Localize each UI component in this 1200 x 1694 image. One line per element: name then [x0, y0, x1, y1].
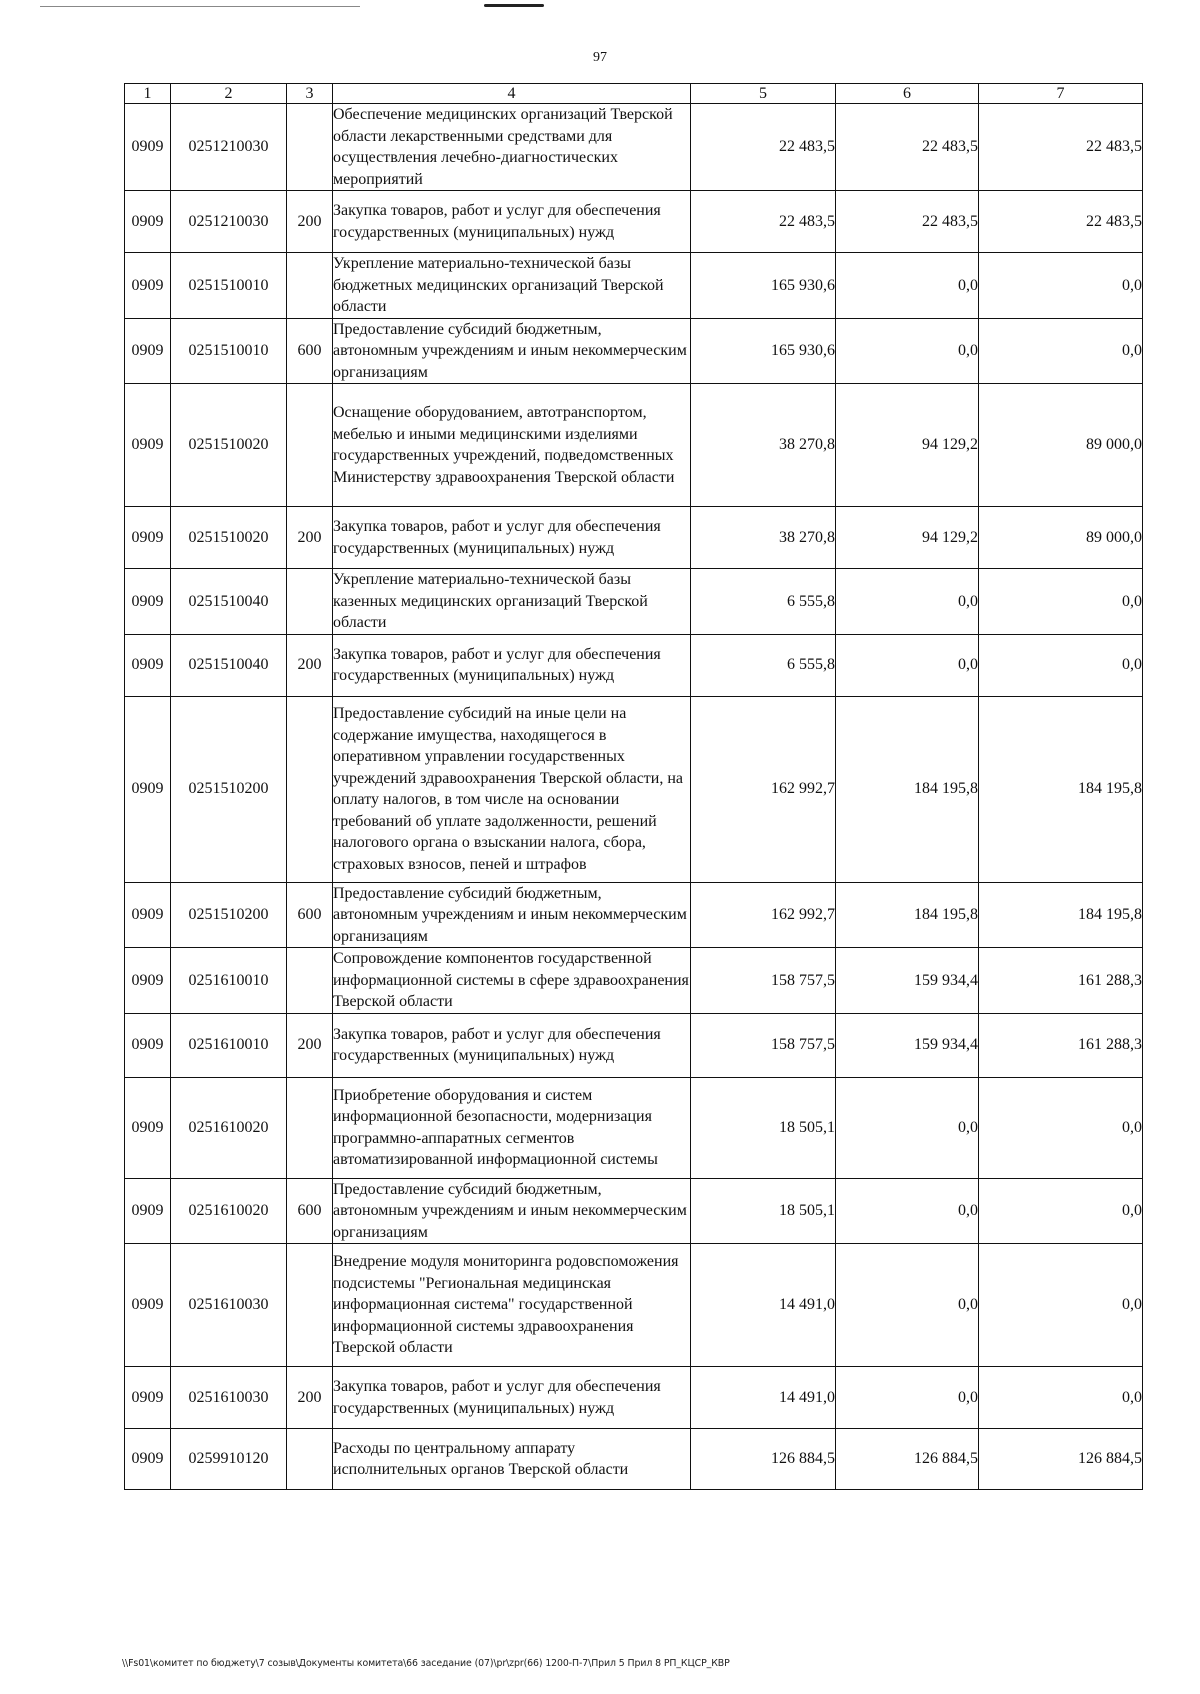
- section-code-cell: 0909: [125, 948, 171, 1014]
- expense-type-cell: [287, 696, 333, 882]
- table-row: [125, 882, 1143, 948]
- amount-col5-cell: 22 483,5: [691, 191, 836, 253]
- target-code-cell: 0251510200: [171, 882, 287, 948]
- expense-type-cell: 600: [287, 882, 333, 948]
- table-row: [125, 1077, 1143, 1178]
- description-cell: Внедрение модуля мониторинга родовспоможения подсистемы "Региональная медицинская информационная система" государственной информационной системы здравоохранения Тверской области: [333, 1244, 691, 1367]
- expense-type-cell: 600: [287, 1178, 333, 1244]
- expense-type-cell: [287, 104, 333, 191]
- table-row: [125, 696, 1143, 882]
- expense-type-cell: 200: [287, 1367, 333, 1429]
- amount-col6-cell: 184 195,8: [836, 882, 979, 948]
- expense-type-cell: 600: [287, 318, 333, 384]
- section-code-cell: 0909: [125, 882, 171, 948]
- description-cell: Сопровождение компонентов государственной информационной системы в сфере здравоохранения Тверской области: [333, 948, 691, 1014]
- section-code-cell: 0909: [125, 1178, 171, 1244]
- table-row: [125, 1244, 1143, 1367]
- amount-col6-cell: 94 129,2: [836, 507, 979, 569]
- description-cell: Предоставление субсидий на иные цели на содержание имущества, находящегося в оперативном управлении государственных учреждений здравоохранения Тверской области, на оплату налогов, в том числе на основании требований об уплате задолженности, решений налогового органа о взыскании налога, сбора, страховых взносов, пеней и штрафов: [333, 696, 691, 882]
- section-code-cell: 0909: [125, 696, 171, 882]
- amount-col6-cell: 0,0: [836, 569, 979, 635]
- description-cell: Укрепление материально-технической базы казенных медицинских организаций Тверской области: [333, 569, 691, 635]
- table-row: [125, 507, 1143, 569]
- amount-col6-cell: 126 884,5: [836, 1429, 979, 1490]
- amount-col6-cell: 94 129,2: [836, 384, 979, 507]
- amount-col6-cell: 0,0: [836, 1077, 979, 1178]
- amount-col5-cell: 18 505,1: [691, 1077, 836, 1178]
- description-cell: Предоставление субсидий бюджетным, автономным учреждениям и иным некоммерческим организациям: [333, 1178, 691, 1244]
- page-number: 97: [593, 50, 607, 65]
- section-code-cell: 0909: [125, 569, 171, 635]
- description-cell: Закупка товаров, работ и услуг для обеспечения государственных (муниципальных) нужд: [333, 1013, 691, 1077]
- target-code-cell: 0251610020: [171, 1077, 287, 1178]
- amount-col5-cell: 126 884,5: [691, 1429, 836, 1490]
- amount-col7-cell: 0,0: [979, 1367, 1143, 1429]
- budget-table: [124, 83, 1143, 1490]
- expense-type-cell: [287, 384, 333, 507]
- target-code-cell: 0251610010: [171, 948, 287, 1014]
- target-code-cell: 0251610030: [171, 1244, 287, 1367]
- section-code-cell: 0909: [125, 191, 171, 253]
- target-code-cell: 0251210030: [171, 191, 287, 253]
- amount-col6-cell: 22 483,5: [836, 104, 979, 191]
- expense-type-cell: [287, 253, 333, 319]
- amount-col5-cell: 162 992,7: [691, 696, 836, 882]
- table-row: [125, 634, 1143, 696]
- table-body: [125, 104, 1143, 1490]
- expense-type-cell: 200: [287, 634, 333, 696]
- description-cell: Расходы по центральному аппарату исполнительных органов Тверской области: [333, 1429, 691, 1490]
- section-code-cell: 0909: [125, 1367, 171, 1429]
- section-code-cell: 0909: [125, 1244, 171, 1367]
- amount-col6-cell: 0,0: [836, 634, 979, 696]
- amount-col5-cell: 6 555,8: [691, 634, 836, 696]
- amount-col5-cell: 14 491,0: [691, 1367, 836, 1429]
- amount-col7-cell: 0,0: [979, 634, 1143, 696]
- expense-type-cell: [287, 948, 333, 1014]
- description-cell: Оснащение оборудованием, автотранспортом, мебелью и иными медицинскими изделиями государственных учреждений, подведомственных Министерству здравоохранения Тверской области: [333, 384, 691, 507]
- table-row: [125, 318, 1143, 384]
- expense-type-cell: [287, 1429, 333, 1490]
- table-row: [125, 1367, 1143, 1429]
- description-cell: Обеспечение медицинских организаций Тверской области лекарственными средствами для осуществления лечебно-диагностических мероприятий: [333, 104, 691, 191]
- expense-type-cell: 200: [287, 1013, 333, 1077]
- table-row: [125, 1013, 1143, 1077]
- amount-col5-cell: 38 270,8: [691, 384, 836, 507]
- amount-col7-cell: 0,0: [979, 1178, 1143, 1244]
- header-col-5: 5: [691, 84, 836, 104]
- section-code-cell: 0909: [125, 318, 171, 384]
- target-code-cell: 0251510040: [171, 569, 287, 635]
- target-code-cell: 0251510200: [171, 696, 287, 882]
- description-cell: Предоставление субсидий бюджетным, автономным учреждениям и иным некоммерческим организациям: [333, 882, 691, 948]
- amount-col6-cell: 0,0: [836, 1367, 979, 1429]
- section-code-cell: 0909: [125, 253, 171, 319]
- section-code-cell: 0909: [125, 104, 171, 191]
- amount-col5-cell: 158 757,5: [691, 948, 836, 1014]
- header-col-3: 3: [287, 84, 333, 104]
- amount-col5-cell: 162 992,7: [691, 882, 836, 948]
- footer-file-path: \\Fs01\комитет по бюджету\7 созыв\Документы комитета\66 заседание (07)\pr\zpr(66) 1200-П-7\Прил 5 Прил 8 РП_КЦСР_КВР: [122, 1658, 730, 1669]
- amount-col5-cell: 38 270,8: [691, 507, 836, 569]
- amount-col6-cell: 184 195,8: [836, 696, 979, 882]
- amount-col6-cell: 0,0: [836, 1178, 979, 1244]
- description-cell: Приобретение оборудования и систем информационной безопасности, модернизация программно-аппаратных сегментов автоматизированной информационной системы: [333, 1077, 691, 1178]
- header-col-1: 1: [125, 84, 171, 104]
- target-code-cell: 0251510010: [171, 318, 287, 384]
- section-code-cell: 0909: [125, 1077, 171, 1178]
- amount-col7-cell: 89 000,0: [979, 507, 1143, 569]
- amount-col7-cell: 0,0: [979, 1077, 1143, 1178]
- expense-type-cell: 200: [287, 191, 333, 253]
- description-cell: Закупка товаров, работ и услуг для обеспечения государственных (муниципальных) нужд: [333, 634, 691, 696]
- table-row: [125, 569, 1143, 635]
- table-row: [125, 948, 1143, 1014]
- section-code-cell: 0909: [125, 1013, 171, 1077]
- amount-col6-cell: 0,0: [836, 318, 979, 384]
- target-code-cell: 0251510040: [171, 634, 287, 696]
- header-col-7: 7: [979, 84, 1143, 104]
- header-col-6: 6: [836, 84, 979, 104]
- expense-type-cell: [287, 1244, 333, 1367]
- table-row: [125, 253, 1143, 319]
- table-row: [125, 1429, 1143, 1490]
- amount-col5-cell: 18 505,1: [691, 1178, 836, 1244]
- amount-col5-cell: 165 930,6: [691, 253, 836, 319]
- description-cell: Укрепление материально-технической базы бюджетных медицинских организаций Тверской области: [333, 253, 691, 319]
- description-cell: Закупка товаров, работ и услуг для обеспечения государственных (муниципальных) нужд: [333, 191, 691, 253]
- description-cell: Предоставление субсидий бюджетным, автономным учреждениям и иным некоммерческим организациям: [333, 318, 691, 384]
- target-code-cell: 0251510010: [171, 253, 287, 319]
- amount-col6-cell: 0,0: [836, 253, 979, 319]
- amount-col7-cell: 89 000,0: [979, 384, 1143, 507]
- amount-col7-cell: 161 288,3: [979, 1013, 1143, 1077]
- header-row: [125, 84, 1143, 104]
- amount-col6-cell: 159 934,4: [836, 948, 979, 1014]
- section-code-cell: 0909: [125, 1429, 171, 1490]
- expense-type-cell: 200: [287, 507, 333, 569]
- table-row: [125, 1178, 1143, 1244]
- table-row: [125, 191, 1143, 253]
- amount-col7-cell: 22 483,5: [979, 104, 1143, 191]
- header-col-2: 2: [171, 84, 287, 104]
- target-code-cell: 0251210030: [171, 104, 287, 191]
- amount-col5-cell: 14 491,0: [691, 1244, 836, 1367]
- amount-col7-cell: 126 884,5: [979, 1429, 1143, 1490]
- section-code-cell: 0909: [125, 634, 171, 696]
- section-code-cell: 0909: [125, 384, 171, 507]
- description-cell: Закупка товаров, работ и услуг для обеспечения государственных (муниципальных) нужд: [333, 1367, 691, 1429]
- target-code-cell: 0251510020: [171, 384, 287, 507]
- expense-type-cell: [287, 1077, 333, 1178]
- amount-col7-cell: 0,0: [979, 1244, 1143, 1367]
- target-code-cell: 0251510020: [171, 507, 287, 569]
- table-row: [125, 384, 1143, 507]
- target-code-cell: 0251610020: [171, 1178, 287, 1244]
- amount-col7-cell: 184 195,8: [979, 882, 1143, 948]
- header-col-4: 4: [333, 84, 691, 104]
- amount-col7-cell: 0,0: [979, 569, 1143, 635]
- section-code-cell: 0909: [125, 507, 171, 569]
- target-code-cell: 0251610030: [171, 1367, 287, 1429]
- amount-col7-cell: 0,0: [979, 253, 1143, 319]
- amount-col5-cell: 165 930,6: [691, 318, 836, 384]
- scan-top-line: [40, 6, 360, 7]
- target-code-cell: 0251610010: [171, 1013, 287, 1077]
- amount-col7-cell: 22 483,5: [979, 191, 1143, 253]
- table-row: [125, 104, 1143, 191]
- expense-type-cell: [287, 569, 333, 635]
- amount-col6-cell: 159 934,4: [836, 1013, 979, 1077]
- amount-col5-cell: 158 757,5: [691, 1013, 836, 1077]
- amount-col7-cell: 184 195,8: [979, 696, 1143, 882]
- amount-col5-cell: 6 555,8: [691, 569, 836, 635]
- amount-col7-cell: 0,0: [979, 318, 1143, 384]
- amount-col6-cell: 22 483,5: [836, 191, 979, 253]
- amount-col5-cell: 22 483,5: [691, 104, 836, 191]
- description-cell: Закупка товаров, работ и услуг для обеспечения государственных (муниципальных) нужд: [333, 507, 691, 569]
- target-code-cell: 0259910120: [171, 1429, 287, 1490]
- scan-top-mark: [484, 4, 544, 7]
- amount-col7-cell: 161 288,3: [979, 948, 1143, 1014]
- amount-col6-cell: 0,0: [836, 1244, 979, 1367]
